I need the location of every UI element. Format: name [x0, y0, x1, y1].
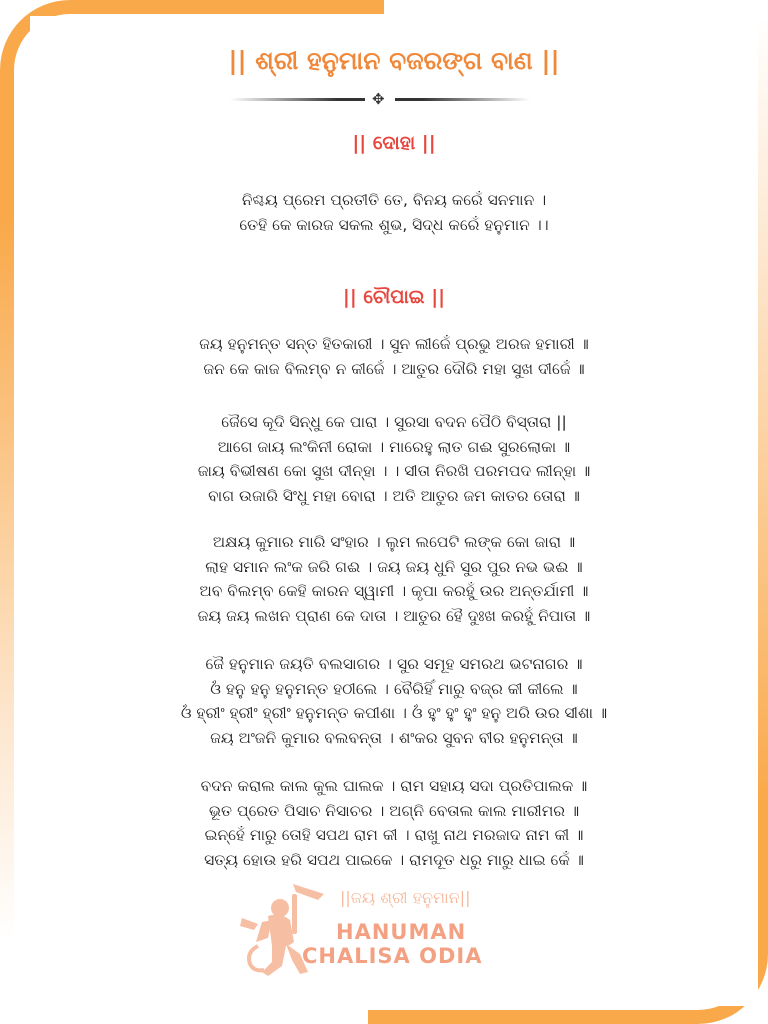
verse-line: ଆଗେ ଜାୟ ଲଂକିନୀ ରୋକା । ମାରେହୁ ଲାତ ଗଈ ସୁରଲୋକା ॥: [217, 437, 571, 456]
content-card: [30, 16, 758, 1006]
logo-brand-line-1: HANUMAN: [336, 920, 467, 944]
verse-line: ଭୂତ ପ୍ରେତ ପିସାଚ ନିସାଚର । ଅଗ୍ନି ବେତାଲ କାଲ ମାରୀମର ॥: [208, 801, 580, 820]
verse-line: ଜୈସେ କୂଦି ସିନ୍ଧୁ କେ ପାରା । ସୁରସା ବଦନ ପୈଠି ବିସ୍ତାରା ||: [221, 413, 567, 431]
divider-ornament-icon: ✥: [372, 90, 385, 108]
frame-left-edge: [0, 220, 14, 940]
verse-line: ଓଁ ହ୍ରୀଂ ହ୍ରୀଂ ହ୍ରୀଂ ହନୁମନ୍ତ କପୀଶା । ଓଁ ହୁଂ ହୁଂ ହୁଂ ହନୁ ଅରି ଉର ସୀଶା ॥: [180, 704, 608, 722]
chaupai-stanza-1: [30, 332, 758, 381]
verse-line: ସତ୍ୟ ହୋଉ ହରି ସପଥ ପାଇକେ । ରାମଦୂତ ଧରୁ ମାରୁ ଧାଇ କେଁ ॥: [204, 850, 584, 869]
chaupai-stanza-4: [30, 652, 758, 750]
doha-heading: || ଦୋହା ||: [352, 132, 436, 154]
verse-line: ବଦନ କରାଲ କାଲ କୁଲ ଘାଲକ । ରାମ ସହାୟ ସଦା ପ୍ରତିପାଲକ ॥: [200, 777, 588, 795]
brand-logo: [238, 880, 498, 980]
verse-line: ଓଁ ହନୁ ହନୁ ହନୁମନ୍ତ ହଠୀଲେ । ବୈରିହିଁ ମାରୁ ବଜ୍ର କୀ କୀଲେ ॥: [210, 679, 578, 698]
verse-line: ଜୈ ହନୁମାନ ଜୟତି ବଲସାଗର । ସୁର ସମୂହ ସମରଥ ଭଟନାଗର ॥: [205, 655, 583, 673]
verse-line: ଜନ କେ କାଜ ବିଲମ୍ବ ନ କୀଜେଁ । ଆତୁର ଦୌରି ମହା ସୁଖ ଦୀଜେଁ ॥: [203, 359, 585, 378]
divider-line-left: [230, 98, 365, 101]
verse-line: ଅକ୍ଷୟ କୁମାର ମାରି ସଂହାର । ଲୁମ ଲପେଟି ଲଙ୍କ କୋ ଜାରା ॥: [212, 533, 576, 551]
chaupai-stanza-3: [30, 530, 758, 628]
verse-line: ତେହି କେ କାରଜ ସକଲ ଶୁଭ, ସିଦ୍ଧ କରେଁ ହନୁମାନ ।।: [239, 215, 549, 234]
verse-line: ଜାୟ ବିଭୀଷଣ କୋ ସୁଖ ଦୀନ୍ହା । । ସୀତା ନିରଖି ପରମପଦ ଲୀନ୍ହା ॥: [197, 462, 591, 480]
verse-line: ନିଶ୍ଚୟ ପ୍ରେମ ପ୍ରତୀତି ତେ, ବିନୟ କରେଁ ସନମାନ ।: [241, 191, 547, 209]
verse-line: ବାଗ ଉଜାରି ସିଂଧୁ ମହା ବୋରା । ଅତି ଆତୁର ଜମ କାତର ତୋରା ॥: [208, 486, 580, 505]
chaupai-heading: || ଚୌପାଇ ||: [342, 286, 446, 308]
page-title: || ଶ୍ରୀ ହନୁମାନ ବଜରଙ୍ଗ ବାଣ ||: [228, 46, 560, 75]
chaupai-stanza-5: [30, 774, 758, 872]
verse-line: ଅବ ବିଲମ୍ବ କେହି କାରନ ସ୍ୱାମୀ । କୃପା କରହୁଁ ଉର ଅନ୍ତର୍ଯାମୀ ॥: [199, 582, 589, 600]
verse-line: ଲାହ ସମାନ ଲଂକ ଜରି ଗଈ । ଜୟ ଜୟ ଧୁନି ସୁର ପୁର ନଭ ଭଈ ॥: [205, 557, 583, 576]
verse-line: ଜୟ ଅଂଜନି କୁମାର ବଲବନ୍ତା । ଶଂକର ସୁବନ ବୀର ହନୁମନ୍ତା ॥: [210, 728, 578, 747]
verse-line: ଇନ୍ହେଁ ମାରୁ ତୋହି ସପଥ ରାମ କୀ । ରାଖୁ ନାଥ ମରଜାଦ ନାମ କୀ ॥: [204, 826, 584, 844]
logo-brand-line-2: CHALISA ODIA: [302, 944, 483, 968]
logo-script-text: ||ଜୟ ଶ୍ରୀ ହନୁମାନ||: [340, 888, 471, 907]
chaupai-stanza-2: [30, 410, 758, 508]
doha-verse: [30, 188, 758, 237]
title-divider: [230, 90, 530, 108]
divider-line-right: [395, 98, 530, 101]
verse-line: ଜୟ ଜୟ ଲଖନ ପ୍ରାଣ କେ ଦାତା । ଆତୁର ହୈ ଦୁଃଖ କରହୁଁ ନିପାତା ॥: [197, 606, 591, 625]
verse-line: ଜୟ ହନୁମନ୍ତ ସନ୍ତ ହିତକାରୀ । ସୁନ ଲୀଜେଁ ପ୍ରଭୁ ଅରଜ ହମାରୀ ॥: [199, 335, 589, 353]
